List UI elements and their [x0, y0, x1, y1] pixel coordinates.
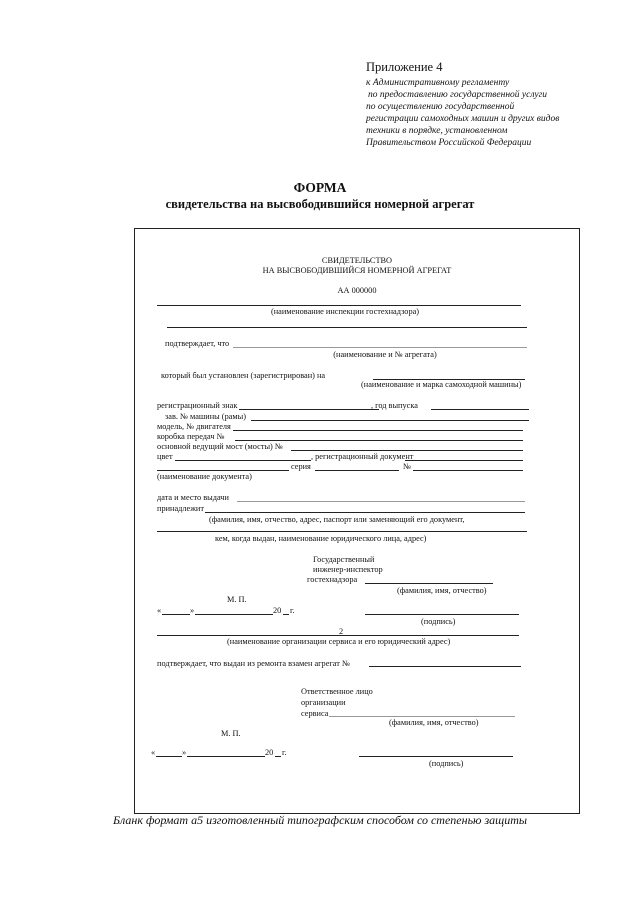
- date-quote-close-2: »: [182, 748, 187, 757]
- appendix-line: по предоставлению государственной услуги: [368, 90, 548, 100]
- appendix-line: по осуществлению государственной: [366, 102, 515, 112]
- owner-line-2: [157, 531, 527, 532]
- year-suffix-2: г.: [282, 748, 287, 757]
- doc-line: [157, 470, 289, 471]
- footer-note: Бланк формат а5 изготовленный типографским способом со степенью защиты: [112, 813, 528, 827]
- unit-line: [233, 347, 527, 348]
- day-line-2: [156, 756, 182, 757]
- label-inspector-2: инженер-инспектор: [313, 565, 383, 574]
- issue-date-line: [237, 501, 525, 502]
- label-reg-doc: , регистрационный документ: [311, 452, 414, 461]
- label-issue-date: дата и место выдачи: [157, 493, 229, 502]
- date-quote-open: «: [157, 606, 162, 615]
- label-responsible: Ответственное лицо: [301, 687, 373, 696]
- reg-sign-line: [239, 409, 379, 410]
- hint-owner: (фамилия, имя, отчество, адрес, паспорт или заменяющий его документ,: [209, 515, 465, 524]
- hint-signature-2: (подпись): [429, 759, 464, 768]
- number-line: [413, 470, 523, 471]
- frame-no-line: [251, 420, 529, 421]
- color-line: [175, 460, 311, 461]
- label-color: цвет: [157, 452, 173, 461]
- appendix-line: техники в порядке, установленном: [366, 126, 508, 136]
- appendix-line: Правительством Российской Федерации: [366, 138, 532, 148]
- form-subheading: свидетельства на высвободившийся номерной агрегат: [165, 197, 475, 211]
- label-responsible-3: сервиса: [301, 709, 329, 718]
- day-line: [162, 614, 190, 615]
- hint-machine: (наименование и марка самоходной машины): [361, 380, 522, 389]
- label-axle: основной ведущий мост (мосты) №: [157, 442, 283, 451]
- label-confirms: подтверждает, что: [165, 339, 230, 348]
- model-engine-line: [233, 430, 523, 431]
- year-line: [431, 409, 529, 410]
- date-quote-open-2: «: [151, 748, 156, 757]
- certificate-title: СВИДЕТЕЛЬСТВО: [321, 256, 393, 265]
- form-heading: ФОРМА: [293, 180, 347, 195]
- label-confirms-repair: подтверждает, что выдан из ремонта взамен агрегат №: [157, 659, 350, 668]
- page-number: 2: [339, 627, 344, 636]
- hint-unit: (наименование и № агрегата): [333, 350, 437, 359]
- signature-line-2: [359, 756, 513, 757]
- hint-org: (наименование организации сервиса и его юридический адрес): [227, 637, 451, 646]
- hint-fio-2: (фамилия, имя, отчество): [389, 718, 479, 727]
- inspector-fio-line: [365, 583, 493, 584]
- repair-unit-line: [369, 666, 521, 667]
- inspection-line-2: [167, 327, 527, 328]
- label-reg-sign: регистрационный знак: [157, 401, 238, 410]
- year-prefix-2: 20: [265, 748, 274, 757]
- responsible-fio-line: [329, 716, 515, 717]
- label-responsible-2: организации: [301, 698, 346, 707]
- year-prefix: 20: [273, 606, 282, 615]
- axle-line: [291, 450, 523, 451]
- label-number: №: [403, 462, 411, 471]
- label-inspector-3: гостехнадзора: [307, 575, 358, 584]
- stamp-label: М. П.: [227, 595, 247, 604]
- org-line: [157, 635, 519, 636]
- month-line-2: [187, 756, 265, 757]
- label-installed: который был установлен (зарегистрирован) на: [161, 371, 326, 380]
- hint-owner-2: кем, когда выдан, наименование юридического лица, адрес): [215, 534, 427, 543]
- inspection-line: [157, 305, 521, 306]
- label-inspector: Государственный: [313, 555, 375, 564]
- year-digits-line-2: [275, 756, 281, 757]
- date-quote-close: »: [190, 606, 195, 615]
- certificate-subtitle: НА ВЫСВОБОДИВШИЙСЯ НОМЕРНОЙ АГРЕГАТ: [262, 266, 452, 275]
- hint-fio: (фамилия, имя, отчество): [397, 586, 487, 595]
- appendix-line: регистрации самоходных машин и других видов: [366, 114, 560, 124]
- hint-signature: (подпись): [421, 617, 456, 626]
- year-suffix: г.: [290, 606, 295, 615]
- appendix-title: Приложение 4: [366, 60, 443, 74]
- gearbox-line: [235, 440, 523, 441]
- label-gearbox: коробка передач №: [157, 432, 225, 441]
- stamp-label-2: М. П.: [221, 729, 241, 738]
- label-year: , год выпуска: [371, 401, 418, 410]
- label-belongs: принадлежит: [157, 504, 204, 513]
- appendix-line: к Административному регламенту: [366, 78, 510, 88]
- hint-inspection: (наименование инспекции гостехнадзора): [270, 307, 420, 316]
- year-digits-line: [283, 614, 289, 615]
- month-line: [195, 614, 273, 615]
- certificate-number: АА 000000: [337, 286, 377, 295]
- reg-doc-line: [405, 460, 523, 461]
- label-model-engine: модель, № двигателя: [157, 422, 231, 431]
- label-series: серия: [291, 462, 311, 471]
- certificate-form: [134, 228, 580, 814]
- owner-line: [205, 512, 525, 513]
- series-line: [315, 470, 399, 471]
- signature-line: [365, 614, 519, 615]
- hint-doc: (наименование документа): [157, 472, 252, 481]
- label-frame-no: зав. № машины (рамы): [165, 412, 246, 421]
